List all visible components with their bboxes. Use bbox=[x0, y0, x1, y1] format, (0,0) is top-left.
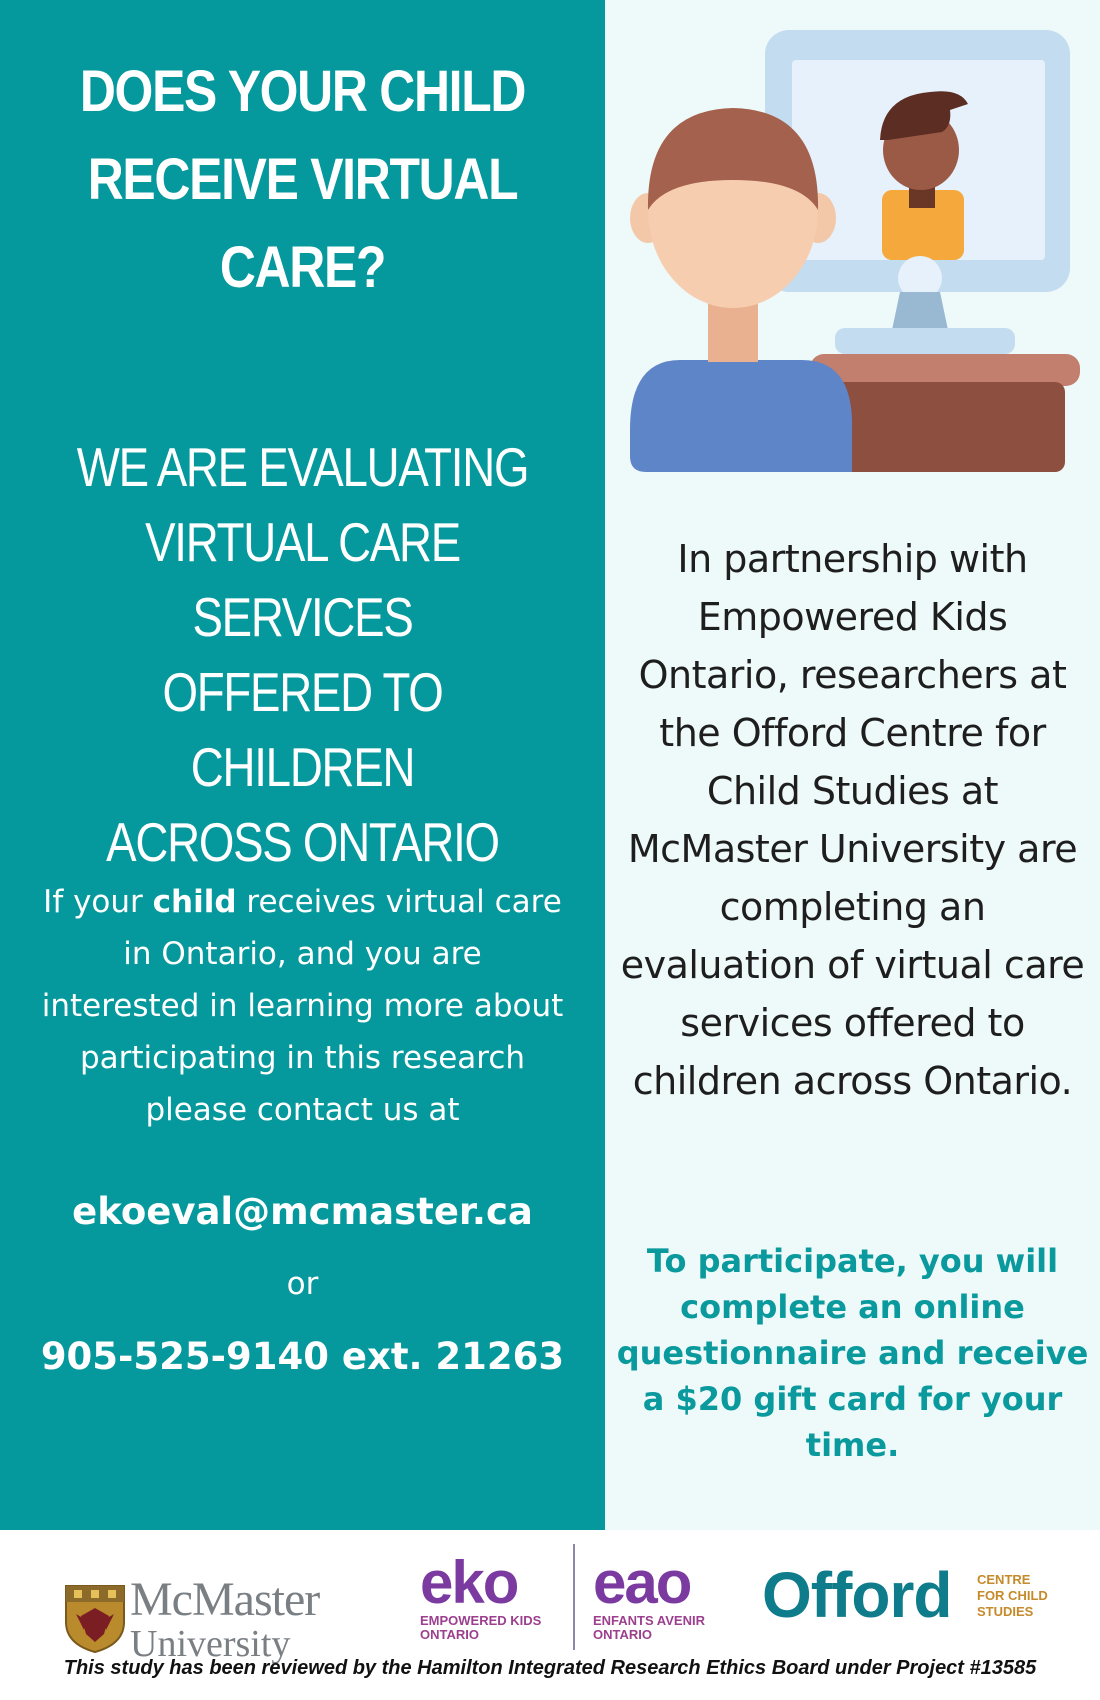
eko-line-2: ONTARIO bbox=[420, 1627, 479, 1642]
logo-divider bbox=[573, 1544, 575, 1650]
viewer-body bbox=[630, 360, 852, 472]
subtitle-line-3: OFFERED TO CHILDREN bbox=[162, 661, 443, 798]
mcmaster-crest-icon bbox=[64, 1584, 126, 1654]
partnership-text: In partnership with Empowered Kids Ontario, researchers at the Offord Centre for Child Studies at McMaster University are completing an evaluation of virtual care services offered to children across Ontario. bbox=[620, 537, 1085, 1103]
subtitle bbox=[51, 430, 553, 880]
desk-front bbox=[825, 382, 1065, 472]
offord-logo bbox=[762, 1556, 1062, 1656]
monitor-stand bbox=[892, 292, 948, 330]
monitor-base bbox=[835, 328, 1015, 354]
offord-line-3: STUDIES bbox=[977, 1604, 1034, 1619]
contact-or: or bbox=[286, 1266, 319, 1302]
eao-mark: eao bbox=[593, 1549, 691, 1616]
participate-text: To participate, you will complete an online questionnaire and receive a $20 gift card for your time. bbox=[616, 1242, 1089, 1464]
contact-phone-link[interactable]: 905-525-9140 ext. 21263 bbox=[40, 1335, 565, 1378]
eao-logo bbox=[593, 1549, 743, 1662]
eko-line-1: EMPOWERED KIDS bbox=[420, 1613, 542, 1628]
offord-line-2: FOR CHILD bbox=[977, 1588, 1048, 1603]
invite-text bbox=[40, 876, 565, 1136]
subtitle-line-4: ACROSS ONTARIO bbox=[106, 811, 499, 873]
eko-mark: eko bbox=[420, 1549, 518, 1616]
offord-line-1: CENTRE bbox=[977, 1572, 1031, 1587]
mcmaster-name: McMaster bbox=[130, 1573, 320, 1626]
ethics-note: This study has been reviewed by the Hamilton Integrated Research Ethics Board under Project #13585 bbox=[63, 1657, 1037, 1679]
title-line-3: CARE? bbox=[219, 235, 386, 300]
offord-mark: Offord bbox=[762, 1559, 952, 1631]
title-line-2: RECEIVE VIRTUAL bbox=[87, 147, 518, 212]
mcmaster-logo bbox=[64, 1554, 364, 1664]
desk-top bbox=[810, 354, 1080, 386]
contact-email-link[interactable]: ekoeval@mcmaster.ca bbox=[72, 1190, 533, 1233]
eao-line-1: ENFANTS AVENIR bbox=[593, 1613, 705, 1628]
eao-line-2: ONTARIO bbox=[593, 1627, 652, 1642]
eko-logo bbox=[420, 1549, 570, 1662]
footer bbox=[0, 1530, 1100, 1700]
left-panel bbox=[0, 0, 605, 1530]
subtitle-line-1: WE ARE EVALUATING bbox=[76, 436, 529, 498]
title-line-1: DOES YOUR CHILD bbox=[79, 59, 526, 124]
offord-sub bbox=[977, 1572, 1067, 1620]
video-call-illustration-icon bbox=[630, 30, 1080, 480]
mcmaster-sub: University bbox=[130, 1623, 291, 1665]
invite-text-rest: receives virtual care in Ontario, and you are interested in learning more about participating in this research please contact us at bbox=[41, 884, 564, 1128]
viewer-neck bbox=[708, 300, 758, 362]
subtitle-line-2: VIRTUAL CARE SERVICES bbox=[145, 511, 460, 648]
invite-text-bold: child bbox=[152, 884, 237, 920]
main-title bbox=[60, 48, 546, 312]
invite-text-start: If your bbox=[43, 884, 153, 920]
